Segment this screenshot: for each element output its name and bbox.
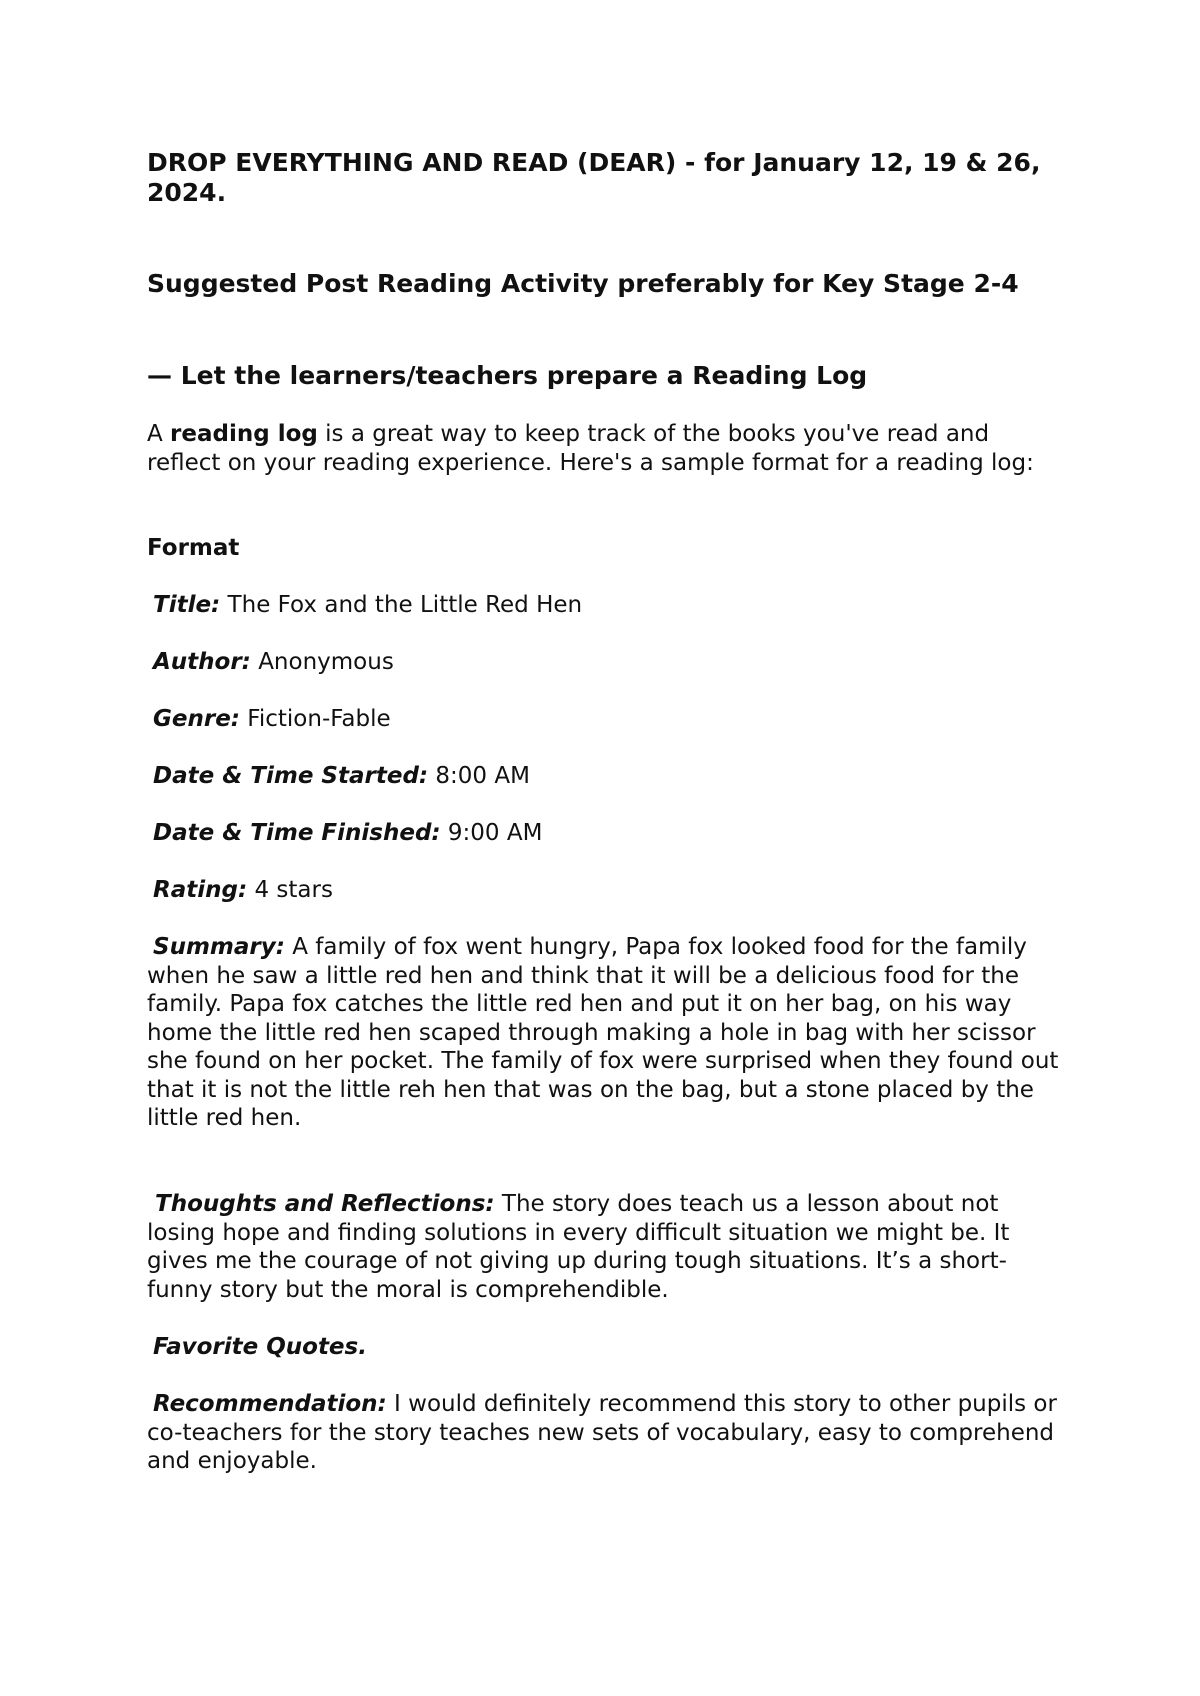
field-genre-label: Genre: <box>153 706 240 732</box>
field-thoughts <box>147 1190 1067 1304</box>
intro-paragraph <box>147 420 1067 477</box>
field-rating-label: Rating: <box>153 877 248 903</box>
field-rating <box>147 876 1073 905</box>
field-recommendation <box>147 1390 1067 1476</box>
field-author-value: Anonymous <box>250 649 394 675</box>
field-finished-value: 9:00 AM <box>440 820 543 846</box>
field-recommendation-label: Recommendation: <box>153 1391 387 1417</box>
intro-term: reading log <box>170 421 318 447</box>
document-page <box>147 0 1067 1696</box>
field-summary-label: Summary: <box>153 934 285 960</box>
intro-rest: is a great way to keep track of the books you've read and reflect on your reading experience. Here's a sample format for a reading log: <box>147 421 1034 476</box>
field-summary-value: A family of fox went hungry, Papa fox looked food for the family when he saw a little red hen and think that it will be a delicious food for the family. Papa fox catches the little red hen and put it on her bag, on his way home the little red hen scaped through making a hole in bag with her scissor she found on her pocket. The family of fox were surprised when they found out that it is not the little reh hen that was on the bag, but a stone placed by the little red hen. <box>147 934 1059 1131</box>
field-quotes <box>147 1333 1073 1362</box>
document-subtitle: Suggested Post Reading Activity preferably for Key Stage 2-4 <box>147 269 1019 298</box>
document-title: DROP EVERYTHING AND READ (DEAR) - for January 12, 19 & 26, 2024. <box>147 148 1041 207</box>
field-title-value: The Fox and the Little Red Hen <box>220 592 583 618</box>
document-instruction: — Let the learners/teachers prepare a Reading Log <box>147 361 868 390</box>
field-title-label: Title: <box>153 592 221 618</box>
field-finished <box>147 819 1073 848</box>
field-author-label: Author: <box>153 649 251 675</box>
field-thoughts-label: Thoughts and Reflections: <box>155 1191 495 1217</box>
field-started-label: Date & Time Started: <box>153 763 429 789</box>
field-recommendation-value: I would definitely recommend this story to other pupils or co-teachers for the story teaches new sets of vocabulary, easy to comprehend and enjoyable. <box>147 1391 1057 1474</box>
field-summary <box>147 933 1067 1133</box>
field-started <box>147 762 1073 791</box>
field-finished-label: Date & Time Finished: <box>153 820 441 846</box>
intro-prefix: A <box>147 421 171 447</box>
field-genre <box>147 705 1073 734</box>
field-thoughts-value: The story does teach us a lesson about not losing hope and finding solutions in every difficult situation we might be. It gives me the courage of not giving up during tough situations. It’s a short-funny story but the moral is comprehendible. <box>147 1191 1010 1303</box>
field-quotes-label: Favorite Quotes. <box>153 1334 367 1360</box>
format-heading: Format <box>147 535 240 561</box>
field-started-value: 8:00 AM <box>428 763 530 789</box>
field-genre-value: Fiction-Fable <box>240 706 391 732</box>
field-rating-value: 4 stars <box>247 877 333 903</box>
field-author <box>147 648 1073 677</box>
field-title <box>147 591 1073 620</box>
